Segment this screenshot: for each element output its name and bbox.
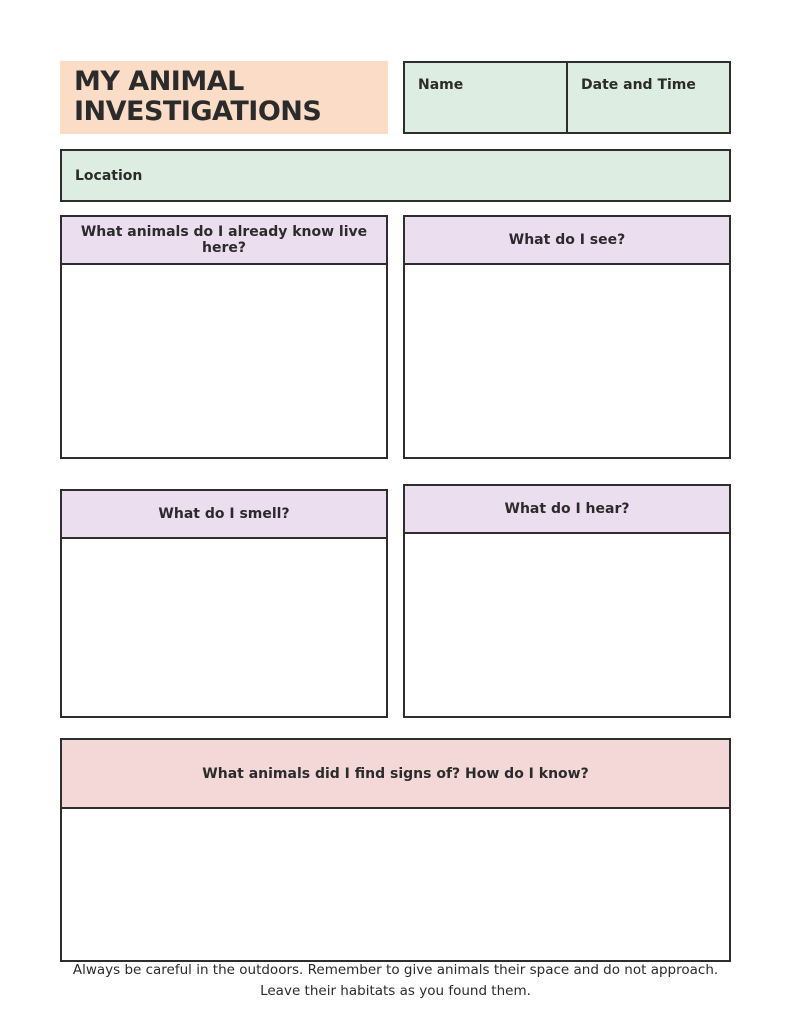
signs-box <box>60 738 731 962</box>
see-box <box>403 215 731 459</box>
see-question: What do I see? <box>405 217 729 265</box>
title-line-1: MY ANIMAL <box>74 66 244 97</box>
signs-answer-area[interactable] <box>62 809 729 960</box>
date-time-field[interactable] <box>566 63 729 132</box>
safety-note <box>40 960 751 1002</box>
name-label: Name <box>418 77 464 93</box>
know-question: What animals do I already know live here? <box>62 217 386 265</box>
hear-question: What do I hear? <box>405 486 729 534</box>
smell-answer-area[interactable] <box>62 539 386 716</box>
worksheet-title <box>60 61 388 134</box>
location-label: Location <box>75 168 143 184</box>
smell-question: What do I smell? <box>62 491 386 539</box>
location-field[interactable] <box>60 149 731 202</box>
signs-question: What animals did I find signs of? How do I know? <box>62 740 729 809</box>
know-answer-area[interactable] <box>62 265 386 457</box>
safety-note-line-2: Leave their habitats as you found them. <box>260 983 531 999</box>
name-field[interactable] <box>405 63 566 132</box>
smell-box <box>60 489 388 718</box>
title-line-2: INVESTIGATIONS <box>74 96 322 127</box>
hear-box <box>403 484 731 718</box>
see-answer-area[interactable] <box>405 265 729 457</box>
safety-note-line-1: Always be careful in the outdoors. Remember to give animals their space and do not approach. <box>72 962 719 978</box>
name-date-box <box>403 61 731 134</box>
hear-answer-area[interactable] <box>405 534 729 716</box>
know-box <box>60 215 388 459</box>
date-time-label: Date and Time <box>581 77 696 93</box>
